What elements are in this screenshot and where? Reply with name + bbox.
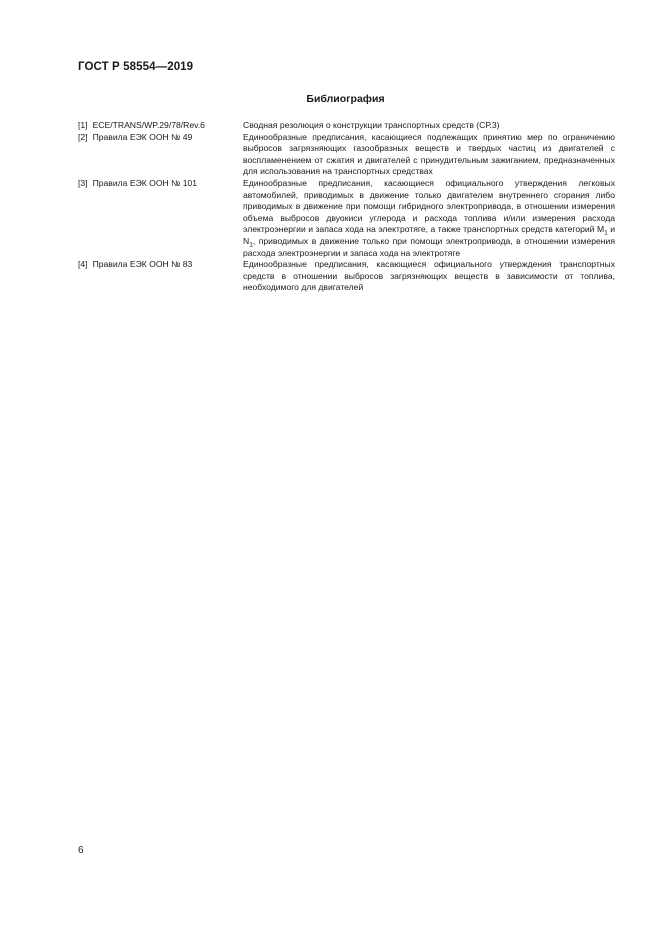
bibliography-item	[78, 259, 615, 294]
reference-source: Правила ЕЭК ООН № 83	[92, 259, 193, 270]
reference-number: [2]	[78, 131, 88, 142]
reference-source: Правила ЕЭК ООН № 49	[92, 131, 193, 142]
category-subscript: 1	[604, 230, 608, 238]
reference-number: [1]	[78, 120, 88, 130]
category-subscript: 1	[249, 241, 253, 249]
bibliography-item	[78, 132, 615, 178]
description-text: , приводимых в движение только при помощи электропривода, в отношении измерения расхода электроэнергии и запаса хода на электротяге	[243, 235, 615, 258]
bibliography-reference	[78, 178, 243, 259]
bibliography-list	[78, 120, 615, 294]
document-standard-code: ГОСТ Р 58554—2019	[78, 61, 194, 73]
reference-number: [3]	[78, 177, 88, 188]
bibliography-reference	[78, 120, 243, 132]
description-text: и N	[243, 224, 615, 246]
bibliography-reference	[78, 259, 243, 294]
reference-description: Единообразные предписания, касающиеся официального утверждения транспортных средств в отношении выбросов загрязняющих веществ в зависимости от топлива, необходимого для двигателей	[243, 259, 615, 293]
reference-description: Сводная резолюция о конструкции транспортных средств (СР.3)	[243, 120, 500, 130]
reference-description	[243, 178, 615, 259]
reference-number: [4]	[78, 259, 88, 270]
section-title: Библиография	[306, 93, 385, 105]
page-number: 6	[78, 845, 84, 856]
reference-source: Правила ЕЭК ООН № 101	[92, 177, 198, 188]
description-text: Единообразные предписания, касающиеся официального утверждения легковых автомобилей, приводимых в движение только двигателем внутреннего сгорания либо приводимых в движение при помощи гибридного электропривода, в отношении измерения объема выбросов двуокиси углерода и расхода топлива и/или измерения расхода электроэнергии и запаса хода на электротяге, а также транспортных средств категорий M	[243, 177, 615, 235]
bibliography-reference	[78, 132, 243, 178]
bibliography-item	[78, 178, 615, 259]
reference-source: ECE/TRANS/WP.29/78/Rev.6	[92, 120, 205, 130]
bibliography-item	[78, 120, 615, 132]
reference-description: Единообразные предписания, касающиеся подлежащих принятию мер по ограничению выбросов загрязняющих газообразных веществ и твердых частиц из двигателей с воспламенением от сжатия и двигателей с принудительным зажиганием, предназначенных для использования на транспортных средствах	[243, 131, 615, 177]
